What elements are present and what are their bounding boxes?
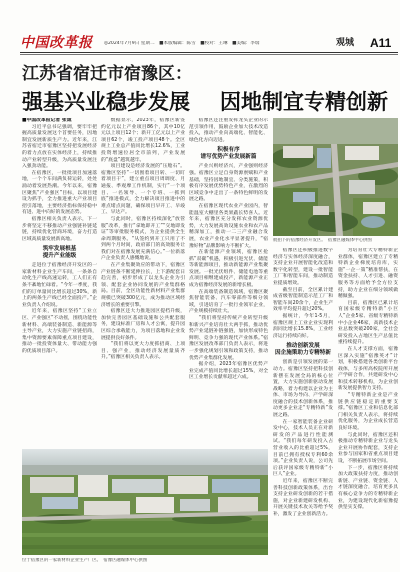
subheading-line: 提升产业能级: [42, 253, 77, 260]
article-paragraph: 习近平总书记强调，要牢牢把握高质量发展这个首要任务，因地制宜发展新质生产力。近年来，江苏省宿迁市宿豫区坚持把发展经济的着力点放在实体经济上，持续推动产业转型升级，为高质量发展注入强劲动能。: [22, 124, 97, 170]
article-column-1: [22, 118, 97, 445]
article-column-5: [338, 248, 398, 566]
article-headline: [22, 91, 388, 114]
article-paragraph: 项目建设是经济发展的“压舱石”。宿豫区坚持“一切围着项目转、一切盯着项目干”，建立重点项目周调度、月通报、季观摩工作机制，实行“一个项目、一名领导、一个专班、一抓到底”推进模式，全力解决项目推进中的难点堵点问题，确保项目早开工、早竣工、早达产。: [101, 164, 185, 216]
subheading-line: 筑牢发展根基: [42, 246, 77, 253]
issue-info: ◎2024年7月9日 星期二 ■本版编辑：陈雪 ■校对：王琳 ■美编：李瑞: [104, 41, 260, 46]
article-paragraph: 据介绍，2023年宿豫区优势产业完成产值同比增长超过15%，对全区工业增长贡献率超过六成。: [189, 362, 268, 381]
subheading-line: 因企施策助力专精特新: [275, 350, 331, 357]
article-paragraph: “专精特新企业是产业链供应链稳定的重要支撑。”宿豫区工业和信息化部门相关负责人表示，将持续优化服务，为企业成长营造良好环境。: [338, 393, 398, 432]
article-paragraph: 宿豫区还大力推进园区提档升级，加快完善园区基础设施和公共配套服务，建设标准厂房和人才公寓，提升园区综合承载能力，为项目落地和企业发展提供良好条件。: [101, 309, 185, 341]
article-paragraph: 近年来，宿豫区不断完善科技创新政策体系，出台支持企业研发创新的若干措施，对企业新建研发机构、开展关键技术攻关等给予奖补，激发了企业创新活力。: [273, 479, 333, 517]
article-paragraph: 在产业集聚效应的带动下，宿豫区产业链条不断延伸拉长，上下游配套日趋完善，初步形成了以龙头企业为引领、配套企业协同发展的产业集群格局。目前，全区功能性新材料产业集群规模已突破300亿元，成为推动区域经济增长的重要引擎。: [101, 263, 185, 308]
article-paragraph: 创新是引领发展的第一动力。宿豫区坚持把科技创新摆在发展全局的核心位置，大力实施创新驱动发展战略，着力构建以企业为主体、市场为导向、产学研深度融合的技术创新体系，推动更多企业走“专精特新”发展之路。: [273, 360, 333, 419]
article-column-2: [101, 118, 185, 445]
article-paragraph: 在新能源产业领域，宿豫区抢抓“双碳”机遇，积极引进光伏、储能等新能源项目，推动新能源产业集聚发展。一批光伏组件、储能电池等重点项目相继建成投产，新能源产业正成为宿豫经济发展的新增长极。: [189, 250, 268, 289]
article-paragraph: 宿豫区还积极推进数字经济与实体经济深度融合，支持企业开展智能化改造和数字化转型，建设一批智能工厂和智能车间，推动制造业提质增效。: [273, 248, 333, 286]
article-paragraph: 数据显示，2023年，宿豫区新签约亿元以上产业项目86个，其中10亿元以上项目12个；新开工亿元以上产业项目62个，竣工投产项目48个。全区规上工业总产值同比增长12.6%，工业投资增速位居全市前列，产业发展的“底盘”越筑越牢。: [101, 118, 185, 163]
article-paragraph: 在一家智能装备企业研发中心，技术人员正在对新研发的产品进行性能测试。“我们每年研发投入占营业收入的比重超过5%，目前已拥有授权专利60余项。”企业负责人说，公司先后获评国家级专精特新“小巨人”企业。: [273, 419, 333, 478]
article-paragraph: 与此同时，宿豫区持续深化“放管服”改革，推行“拿地即开工”“交地即发证”等审批服务模式，为企业提供全生命周期服务。“从签约到开工只用了不到两个月时间，政府部门的高效服务让我们对在宿豫发展充满信心。”一位新落户企业负责人感慨地说。: [101, 216, 185, 262]
article-paragraph: 走进位于宿豫经济开发区的一家新材料企业生产车间，一条条自动化生产线高速运转，工人们正有条不紊地忙碌着。“今年一季度，我们的订单量同比增长超过30%，新上的两条生产线已经全面投产。”企业负责人介绍说。: [22, 263, 97, 308]
article-paragraph: 目前，宿豫区已累计培育国家级专精特新“小巨人”企业5家、省级专精特新中小企业46家，高新技术企业总数突破200家，全社会研发投入占地区生产总值比重持续提升。: [338, 300, 398, 346]
article-paragraph: 近年来，宿豫区坚持“工业立区、产业强区”不动摇，围绕功能性新材料、高端装备制造、新能源等主导产业，大力实施产业链招商，集中资源要素保障重点项目建设，推动一批投资体量大、带动能力强的优质项目落户。: [22, 309, 97, 354]
article-paragraph: 产业兴则经济兴，产业强则经济强。宿豫区立足自身资源禀赋和产业基础，坚持因地制宜、分类施策，积极有序发展优势特色产业，在激烈的区域竞争中走出了一条特色鲜明的发展之路。: [189, 164, 268, 203]
article-column-3: [189, 118, 268, 445]
newspaper-logo: 中国改革报: [20, 35, 93, 51]
article-paragraph: 下一步，宿豫区将持续加大政策扶持力度，推动创新链、产业链、资金链、人才链深度融合，培育更多具有核心竞争力的专精特新企业，为建设现代化新宿豫提供坚实支撑。: [338, 465, 398, 511]
photo-caption-top: 航拍下的宿豫经济开发区。 宿豫区融媒体中心供图: [273, 238, 372, 243]
page-number: A11: [370, 36, 392, 50]
article-paragraph: 为培育壮大专精特新企业群体，宿豫区建立了专精特新企业梯度培育库，实施“一企一策”精准帮扶，在资金扶持、人才引进、融资服务等方面给予全方位支持，助力企业在细分领域做精做强。: [338, 248, 398, 300]
article-paragraph: 与此同时，宿豫区还积极推动专精特新企业与龙头企业开展协作配套，支持企业参与国家和省重点项目建设，不断拓展市场空间。: [338, 432, 398, 464]
section-subheading: [273, 343, 333, 357]
header-rule: [20, 52, 398, 53]
haze-horizon: [273, 118, 398, 144]
article-paragraph: 在宿豫区，一批批项目加速落地，一个个车间满负荷运转，处处涌动着发展热潮。今年以来，宿豫区聚焦“产业强区”目标，以项目建设为抓手，全力推进重大产业项目招引落地，主要经济指标保持稳中有进、进中向好的发展态势。: [22, 170, 97, 216]
headline-part-1: 强基兴业稳步发展: [22, 90, 190, 114]
article-paragraph: 据统计，今年1-5月，宿豫区规上工业企业实现利润同比增长15.8%，工业经济运行持续向好。: [273, 313, 333, 339]
article-paragraph: “我们将以更大力度抓招商、上项目、强产业，推动经济发展量质齐升。”宿豫区相关负责人表示。: [101, 342, 185, 361]
article-paragraph: 截至目前，全区累计建成省级智能制造示范工厂和智能车间20余个，企业生产效率平均提升超过20%。: [273, 287, 333, 313]
section-subheading: [22, 246, 97, 260]
subheading-line: 谱写优势产业发展新篇: [200, 154, 257, 161]
article-paragraph: 宿豫区还注重发挥龙头企业的示范引领作用，鼓励企业加大技术改造投入，推动产业向高端化、智能化、绿色化方向迈进。: [189, 118, 268, 143]
article-column-4: [273, 248, 333, 566]
article-paragraph: 在高端装备制造领域，宿豫区聚焦智能装备、汽车零部件等细分领域，引进培育了一批行业领军企业，产业规模持续壮大。: [189, 289, 268, 315]
byline: ■中国改革报记者 张诚: [22, 118, 72, 123]
article-paragraph: 在宿豫区现代农业产业园内，智能温室大棚里各类果蔬长势喜人。近年来，宿豫区充分发挥农业资源优势，大力发展高效设施农业和农产品精深加工，推动一二三产业融合发展，农业产业化水平显著提升，“宿豫好物”品牌影响力不断扩大。: [189, 203, 268, 249]
aerial-photo-factory-complex: [22, 449, 268, 555]
subheading-line: 积极有序: [217, 147, 240, 154]
header-rule-thin: [20, 54, 398, 55]
article-kicker: 江苏省宿迁市宿豫区：: [22, 64, 192, 84]
section-subheading: [189, 147, 268, 161]
pond: [361, 216, 385, 228]
headline-part-2: 因地制宜专精创新: [220, 90, 388, 114]
article-paragraph: “我们将坚持传统产业转型升级和新兴产业培育壮大两手抓，推动优势产业延链补链强链，加快形成特色鲜明、竞争力强的现代产业体系。”宿豫区发展改革部门负责人表示，将进一步强化规划引领和政策支持，推动优势产业集群化发展。: [189, 316, 268, 361]
aerial-photo-industrial-park: [273, 118, 398, 236]
distant-city: [22, 465, 268, 475]
section-name: 观城: [336, 38, 355, 48]
subheading-line: 推动创新发展: [286, 343, 320, 350]
photo-caption-bottom: 位于宿豫区的一家新材料企业生产厂区。 宿豫区融媒体中心供图: [22, 558, 148, 563]
article-paragraph: 宿豫区相关负责人表示，下一步将坚定不移推动产业强链补链延链，持续优化营商环境，奋力打造区域高质量发展新高地。: [22, 216, 97, 242]
article-paragraph: 在人才支撑方面，宿豫区深入实施“宿豫英才”计划，积极搭建各类创新平台载体，与多所高校院所开展产学研合作，共建研发中心和技术转移机构，为企业创新发展提供智力支持。: [338, 346, 398, 392]
